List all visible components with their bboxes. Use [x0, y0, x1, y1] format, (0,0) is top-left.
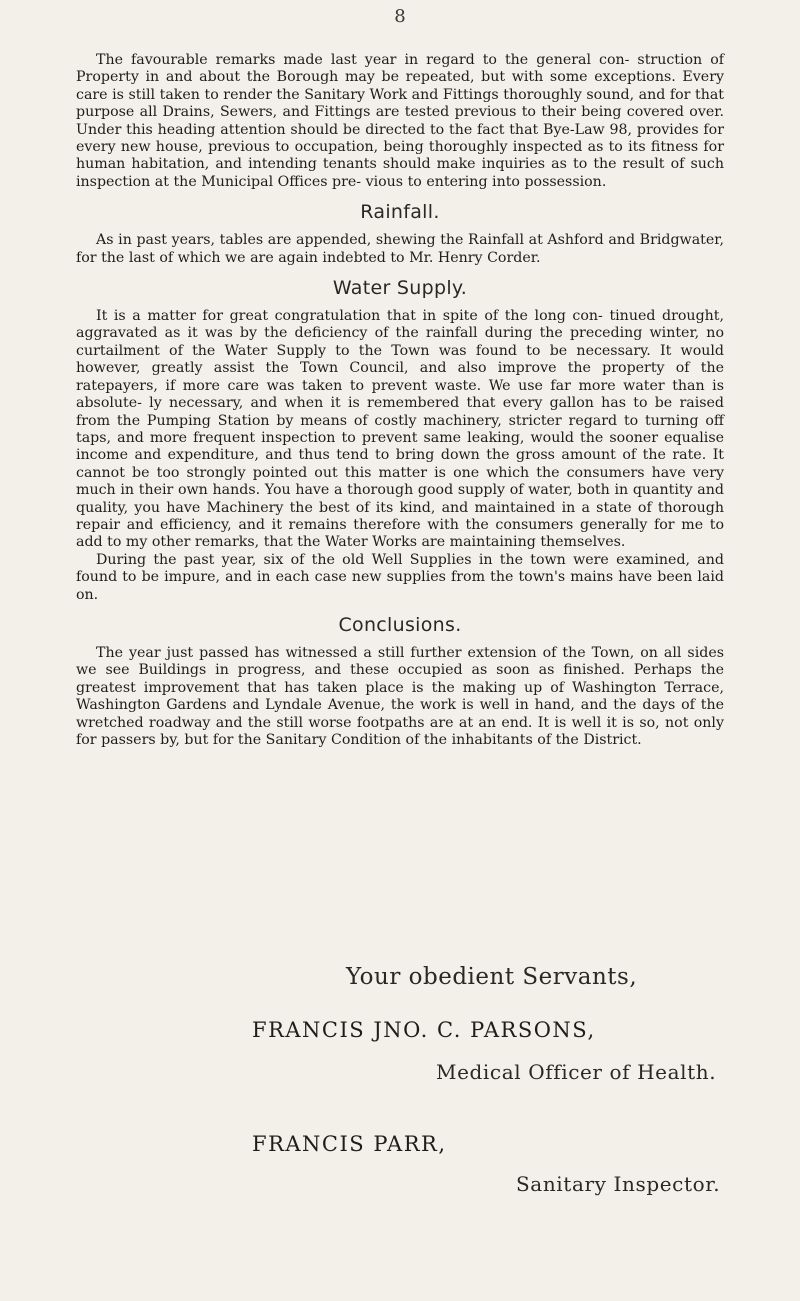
heading-conclusions: Conclusions.	[338, 613, 462, 636]
signatory-2-name: FRANCIS PARR,	[252, 1132, 447, 1156]
rainfall-paragraph: As in past years, tables are appended, shewing the Rainfall at Ashford and Bridgwater, for the last of which we are again indebted to Mr. Henry Corder.	[76, 232, 724, 266]
water-supply-paragraph-1: It is a matter for great congratulation that in spite of the long con- tinued drought, aggravated as it was by the deficiency of the rainfall during the preceding winter, no curtailment of the Water Supply to the Town was found to be necessary. It would however, greatly assist the Town Council, and also improve the property of the ratepayers, if more care was taken to prevent waste. We use far more water than is absolute- ly necessary, and when it is remembered that every gallon has to be raised from the Pumping Station by means of costly machinery, stricter regard to turning off taps, and more frequent inspection to prevent same leaking, would the sooner equalise income and expenditure, and thus tend to bring down the gross amount of the rate. It cannot be too strongly pointed out this matter is one which the consumers have very much in their own hands. You have a thorough good supply of water, both in quantity and quality, you have Machinery the best of its kind, and maintained in a state of thorough repair and efficiency, and it remains therefore with the consumers generally for me to add to my other remarks, that the Water Works are maintaining themselves.	[76, 308, 724, 551]
document-page	[76, 0, 724, 1301]
signatory-2-title: Sanitary Inspector.	[516, 1172, 721, 1196]
heading-water-supply: Water Supply.	[332, 277, 468, 300]
signatory-1-name: FRANCIS JNO. C. PARSONS,	[252, 1018, 596, 1042]
heading-rainfall: Rainfall.	[360, 201, 440, 224]
water-supply-paragraph-2: During the past year, six of the old Well Supplies in the town were examined, and found to be impure, and in each case new supplies from the town's mains have been laid on.	[76, 551, 724, 603]
intro-paragraph: The favourable remarks made last year in regard to the general con- struction of Property in and about the Borough may be repeated, but with some exceptions. Every care is still taken to render the Sanitary Work and Fittings thoroughly sound, and for that purpose all Drains, Sewers, and Fittings are tested previous to their being covered over. Under this heading attention should be directed to the fact that Bye-Law 98, provides for every new house, previous to occupation, being thoroughly inspected as to its fitness for human habitation, and intending tenants should make inquiries as to the result of such inspection at the Municipal Offices pre- vious to entering into possession.	[76, 52, 724, 190]
closing-salutation: Your obedient Servants,	[346, 964, 638, 990]
report-body	[76, 52, 724, 749]
page-number: 8	[394, 6, 406, 27]
conclusions-paragraph: The year just passed has witnessed a still further extension of the Town, on all sides we see Buildings in progress, and these occupied as soon as finished. Perhaps the greatest improvement that has taken place is the making up of Washington Terrace, Washington Gardens and Lyndale Avenue, the work is well in hand, and the days of the wretched roadway and the still worse footpaths are at an end. It is well it is so, not only for passers by, but for the Sanitary Condition of the inhabitants of the District.	[76, 644, 724, 748]
signatory-1-title: Medical Officer of Health.	[436, 1060, 717, 1084]
